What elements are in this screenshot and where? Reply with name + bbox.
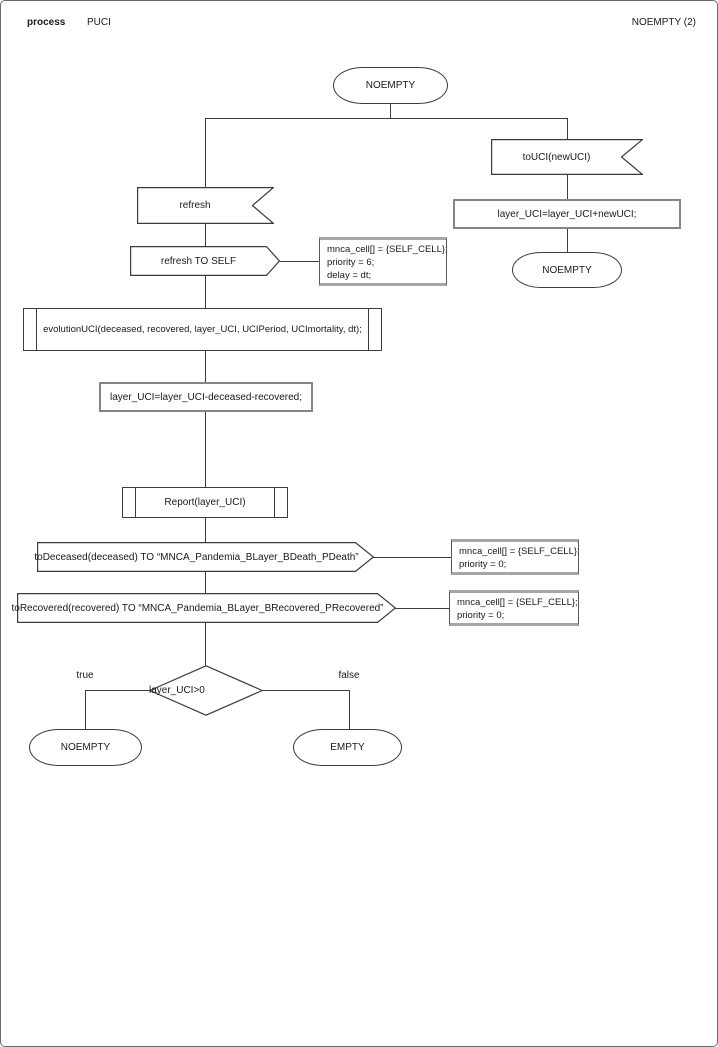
connector [390, 104, 391, 119]
send-refresh-to-self-label: refresh TO SELF [160, 255, 237, 267]
connector [205, 571, 206, 594]
connector [567, 174, 568, 200]
note-recovered-params[interactable] [449, 590, 579, 626]
procedure-evolutionuci-label: evolutionUCI(deceased, recovered, layer_UCI, UCIPeriod, UCImortality, dt); [43, 324, 362, 335]
receive-refresh[interactable] [137, 187, 274, 224]
connector [279, 261, 320, 262]
state-empty-false-label: EMPTY [330, 742, 365, 753]
connector [205, 275, 206, 309]
receive-touci-label: toUCI(newUCI) [522, 151, 591, 163]
procedure-report-label: Report(layer_UCI) [164, 497, 246, 508]
send-torecovered-label: toRecovered(recovered) TO “MNCA_Pandemia_BLayer_BRecovered_PRecovered” [11, 602, 384, 614]
state-empty-false[interactable] [293, 729, 402, 766]
note-refresh-params[interactable] [319, 237, 447, 286]
connector [567, 228, 568, 253]
note-line: priority = 0; [457, 610, 505, 621]
decision-layer-uci[interactable] [149, 665, 263, 716]
state-start-noempty[interactable] [333, 67, 448, 104]
send-todeceased-label: toDeceased(deceased) TO “MNCA_Pandemia_BLayer_BDeath_PDeath” [34, 551, 359, 563]
note-line: mnca_cell[] = {SELF_CELL}; [457, 597, 578, 608]
note-line: delay = dt; [327, 270, 372, 281]
task-assign-sub-label: layer_UCI=layer_UCI-deceased-recovered; [109, 391, 303, 403]
process-kind-label: process [27, 17, 66, 28]
decision-layer-uci-label: layer_UCI>0 [149, 685, 205, 696]
send-torecovered[interactable] [11, 593, 396, 623]
connector [205, 517, 206, 543]
branch-true-label: true [76, 670, 94, 681]
note-deceased-params[interactable] [451, 539, 579, 575]
note-line: mnca_cell[] = {SELF_CELL}; [327, 244, 448, 255]
state-noempty-true[interactable] [29, 729, 142, 766]
connector [373, 557, 452, 558]
connector [205, 118, 206, 188]
connector [349, 690, 350, 730]
task-assign-add-label: layer_UCI=layer_UCI+newUCI; [497, 208, 637, 220]
page-state-label: NOEMPTY (2) [631, 17, 696, 28]
note-line: mnca_cell[] = {SELF_CELL}; [459, 546, 580, 557]
connector [262, 690, 350, 691]
connector [395, 608, 450, 609]
task-assign-sub[interactable] [99, 382, 313, 412]
connector [205, 223, 206, 247]
state-noempty-right[interactable] [512, 252, 622, 288]
note-line: priority = 0; [459, 559, 507, 570]
connector [85, 690, 86, 730]
connector [205, 118, 568, 119]
branch-false-label: false [338, 670, 360, 681]
connector [205, 411, 206, 488]
send-refresh-to-self[interactable] [130, 246, 280, 276]
procedure-evolutionuci[interactable] [23, 308, 382, 351]
receive-refresh-label: refresh [179, 200, 211, 211]
procedure-report[interactable] [122, 487, 288, 518]
connector [567, 118, 568, 140]
connector [85, 690, 150, 691]
task-assign-add[interactable] [453, 199, 681, 229]
connector [205, 350, 206, 383]
state-noempty-right-label: NOEMPTY [542, 264, 592, 276]
process-name: PUCI [87, 17, 111, 28]
note-line: priority = 6; [327, 257, 375, 268]
receive-touci[interactable] [491, 139, 643, 175]
send-todeceased[interactable] [34, 542, 374, 572]
state-noempty-true-label: NOEMPTY [60, 742, 111, 753]
connector [205, 622, 206, 666]
state-start-noempty-label: NOEMPTY [365, 80, 416, 91]
